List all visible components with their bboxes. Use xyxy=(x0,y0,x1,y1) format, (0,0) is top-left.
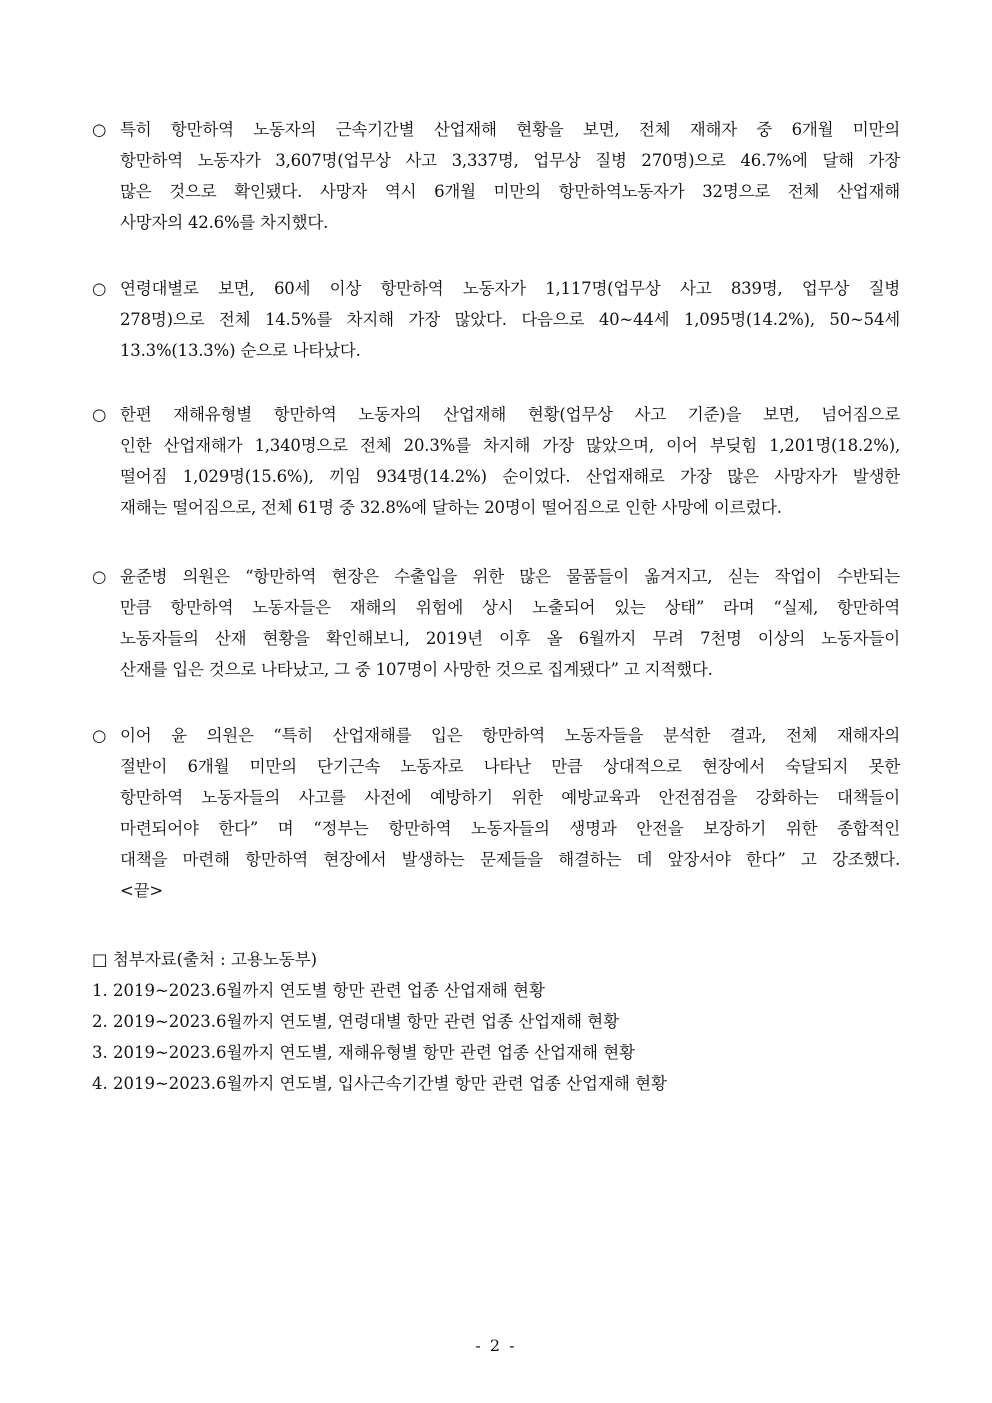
paragraph-line: 이어 윤 의원은 “특히 산업재해를 입은 항만하역 노동자들을 분석한 결과, 전체 재해자의 xyxy=(120,726,900,745)
circle-bullet-icon: ○ xyxy=(92,405,107,424)
paragraph-line: 노동자들의 산재 현황을 확인해보니, 2019년 이후 올 6월까지 무려 7천명 이상의 노동자들이 xyxy=(120,629,900,648)
paragraph-line: 인한 산업재해가 1,340명으로 전체 20.3%를 차지해 가장 많았으며, 이어 부딪힘 1,201명(18.2%), xyxy=(120,436,900,455)
circle-bullet-icon: ○ xyxy=(92,279,107,298)
attachments-title: □ 첨부자료(출처 : 고용노동부) xyxy=(92,950,318,969)
paragraph-line: 항만하역 노동자들의 사고를 사전에 예방하기 위한 예방교육과 안전점검을 강화하는 대책들이 xyxy=(120,788,900,807)
circle-bullet-icon: ○ xyxy=(92,726,107,745)
attachment-item: 1. 2019~2023.6월까지 연도별 항만 관련 업종 산업재해 현황 xyxy=(92,981,545,1000)
paragraph-line: 13.3%(13.3%) 순으로 나타났다. xyxy=(120,341,361,360)
paragraph-policy-call xyxy=(92,720,900,906)
paragraph-age-group xyxy=(92,273,900,366)
paragraph-line: 절반이 6개월 미만의 단기근속 노동자로 나타난 만큼 상대적으로 현장에서 숙달되지 못한 xyxy=(120,757,900,776)
paragraph-accident-type xyxy=(92,399,900,523)
paragraph-line: 한편 재해유형별 항만하역 노동자의 산업재해 현황(업무상 사고 기준)을 보면, 넘어짐으로 xyxy=(120,405,900,424)
paragraph-lawmaker-quote xyxy=(92,561,900,685)
circle-bullet-icon: ○ xyxy=(92,567,107,586)
paragraph-line: 마련되어야 한다” 며 “정부는 항만하역 노동자들의 생명과 안전을 보장하기 위한 종합적인 xyxy=(120,819,900,838)
paragraph-tenure xyxy=(92,114,900,238)
paragraph-line: 윤준병 의원은 “항만하역 현장은 수출입을 위한 많은 물품들이 옮겨지고, 싣는 작업이 수반되는 xyxy=(120,567,900,586)
attachments-section xyxy=(92,944,900,1099)
attachment-item: 3. 2019~2023.6월까지 연도별, 재해유형별 항만 관련 업종 산업재해 현황 xyxy=(92,1043,636,1062)
paragraph-line: 만큼 항만하역 노동자들은 재해의 위험에 상시 노출되어 있는 상태” 라며 “실제, 항만하역 xyxy=(120,598,900,617)
paragraph-line: 떨어짐 1,029명(15.6%), 끼임 934명(14.2%) 순이었다. 산업재해로 가장 많은 사망자가 발생한 xyxy=(120,467,900,486)
paragraph-line: 재해는 떨어짐으로, 전체 61명 중 32.8%에 달하는 20명이 떨어짐으로 인한 사망에 이르렀다. xyxy=(120,498,782,517)
paragraph-line: 연령대별로 보면, 60세 이상 항만하역 노동자가 1,117명(업무상 사고 839명, 업무상 질병 xyxy=(120,279,900,298)
attachment-item: 4. 2019~2023.6월까지 연도별, 입사근속기간별 항만 관련 업종 산업재해 현황 xyxy=(92,1074,667,1093)
paragraph-line: 사망자의 42.6%를 차지했다. xyxy=(120,213,329,232)
circle-bullet-icon: ○ xyxy=(92,120,107,139)
paragraph-line: 산재를 입은 것으로 나타났고, 그 중 107명이 사망한 것으로 집계됐다” 고 지적했다. xyxy=(120,660,713,679)
paragraph-line: 대책을 마련해 항만하역 현장에서 발생하는 문제들을 해결하는 데 앞장서야 한다” 고 강조했다. xyxy=(120,850,900,869)
page-number: - 2 - xyxy=(475,1336,517,1355)
attachment-item: 2. 2019~2023.6월까지 연도별, 연령대별 항만 관련 업종 산업재해 현황 xyxy=(92,1012,620,1031)
paragraph-line: 특히 항만하역 노동자의 근속기간별 산업재해 현황을 보면, 전체 재해자 중 6개월 미만의 xyxy=(120,120,900,139)
paragraph-line: 많은 것으로 확인됐다. 사망자 역시 6개월 미만의 항만하역노동자가 32명으로 전체 산업재해 xyxy=(120,182,900,201)
paragraph-line: 항만하역 노동자가 3,607명(업무상 사고 3,337명, 업무상 질병 270명)으로 46.7%에 달해 가장 xyxy=(120,151,900,170)
end-mark: <끝> xyxy=(120,881,163,900)
paragraph-line: 278명)으로 전체 14.5%를 차지해 가장 많았다. 다음으로 40~44세 1,095명(14.2%), 50~54세 xyxy=(120,310,900,329)
